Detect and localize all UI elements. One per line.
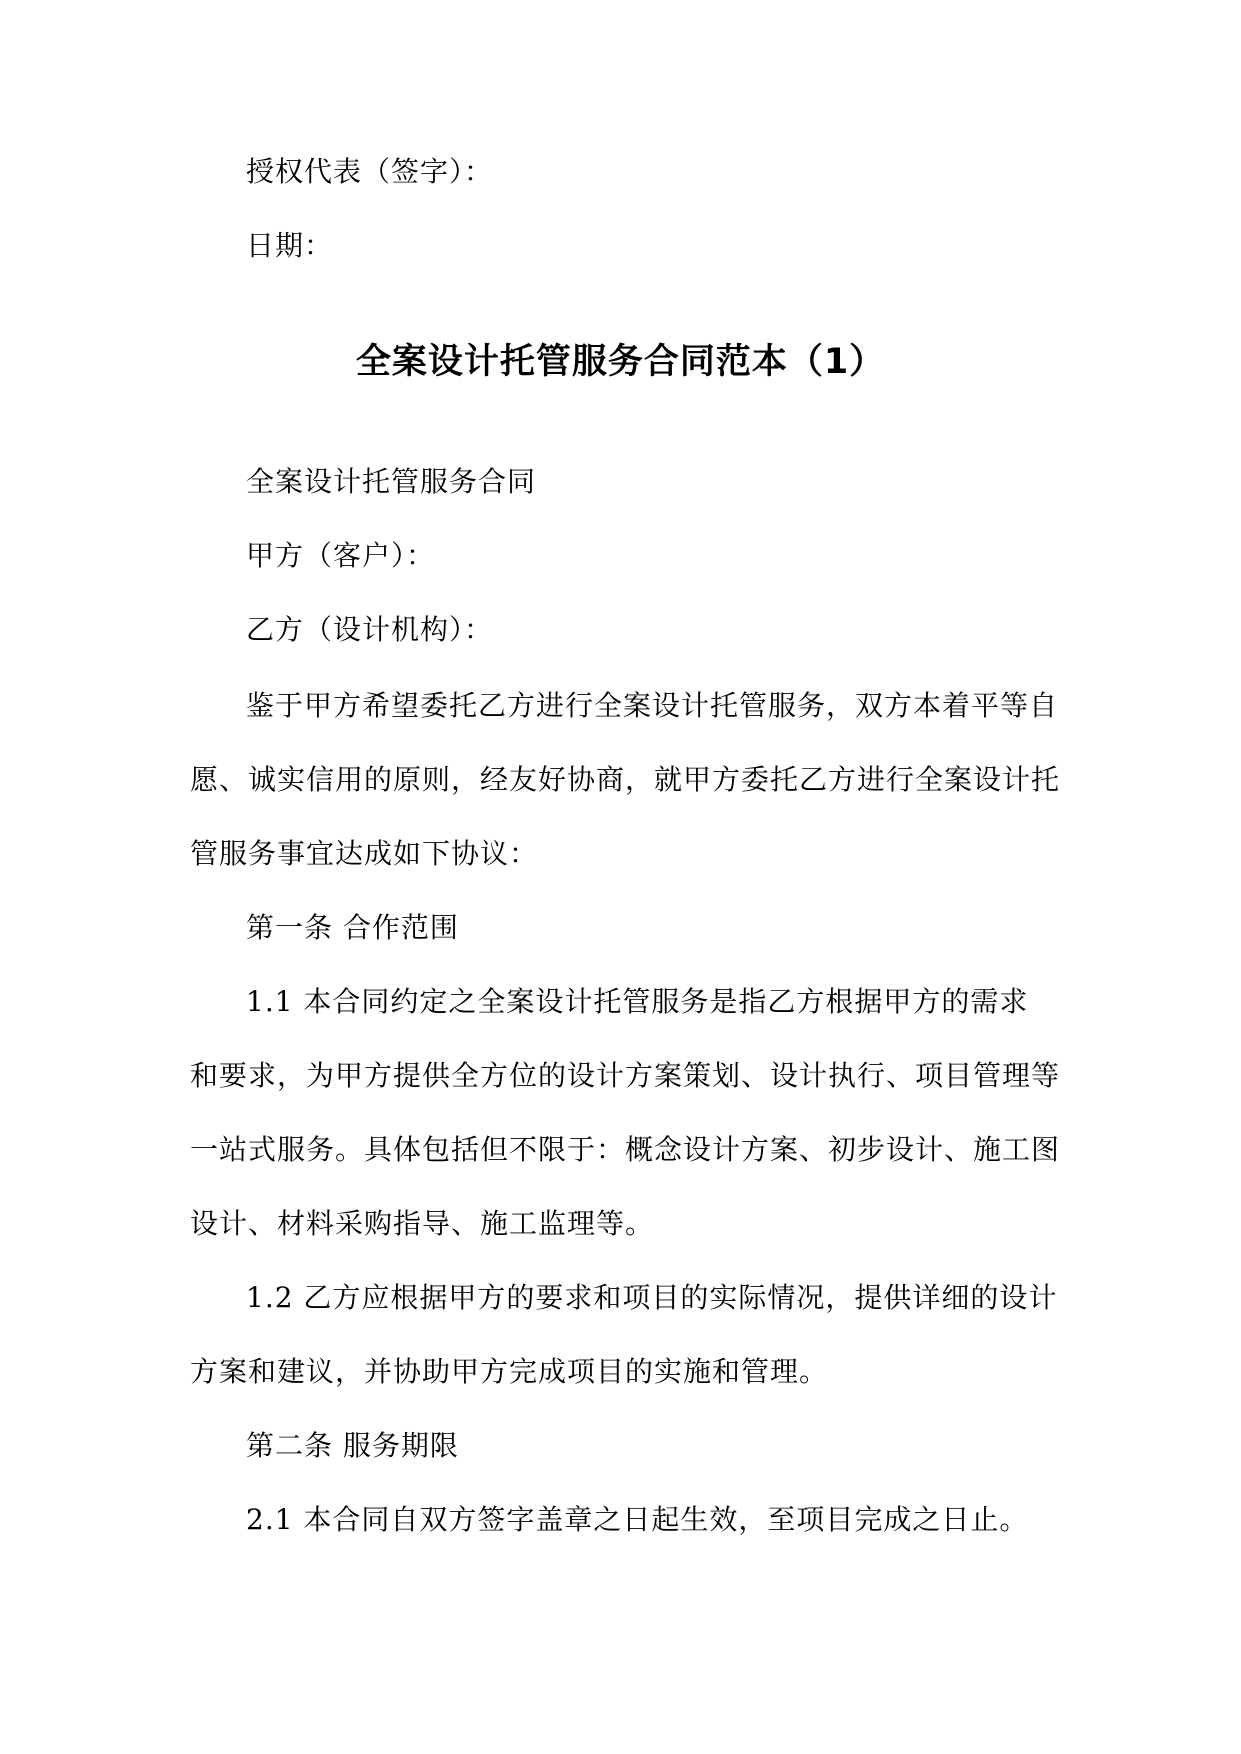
clause-1-2-line: 方案和建议，并协助甲方完成项目的实施和管理。 — [190, 1355, 829, 1388]
signature-date-label: 日期： — [246, 229, 334, 262]
preamble-line: 愿、诚实信用的原则，经友好协商，就甲方委托乙方进行全案设计托 — [190, 763, 1061, 796]
preamble-line: 鉴于甲方希望委托乙方进行全案设计托管服务，双方本着平等自 — [246, 689, 1059, 722]
clause-1-1-line: 一站式服务。具体包括但不限于：概念设计方案、初步设计、施工图 — [190, 1133, 1061, 1166]
clause-1-2-line: 1.2 乙方应根据甲方的要求和项目的实际情况，提供详细的设计 — [246, 1281, 1058, 1314]
party-a-line: 甲方（客户）： — [246, 539, 436, 572]
article-2-title: 第二条 服务期限 — [246, 1429, 459, 1462]
auth-rep-signature-label: 授权代表（签字）： — [246, 155, 494, 188]
clause-1-1-line: 和要求，为甲方提供全方位的设计方案策划、设计执行、项目管理等 — [190, 1059, 1061, 1092]
party-b-line: 乙方（设计机构）： — [246, 613, 494, 646]
clause-1-1-line: 1.1 本合同约定之全案设计托管服务是指乙方根据甲方的需求 — [246, 985, 1029, 1018]
clause-2-1-line: 2.1 本合同自双方签字盖章之日起生效，至项目完成之日止。 — [246, 1503, 1029, 1536]
clause-1-1-line: 设计、材料采购指导、施工监理等。 — [190, 1207, 655, 1240]
article-1-title: 第一条 合作范围 — [246, 911, 459, 944]
contract-heading: 全案设计托管服务合同 — [246, 465, 537, 498]
preamble-line: 管服务事宜达成如下协议： — [190, 837, 539, 870]
page-title: 全案设计托管服务合同范本（1） — [355, 342, 886, 382]
